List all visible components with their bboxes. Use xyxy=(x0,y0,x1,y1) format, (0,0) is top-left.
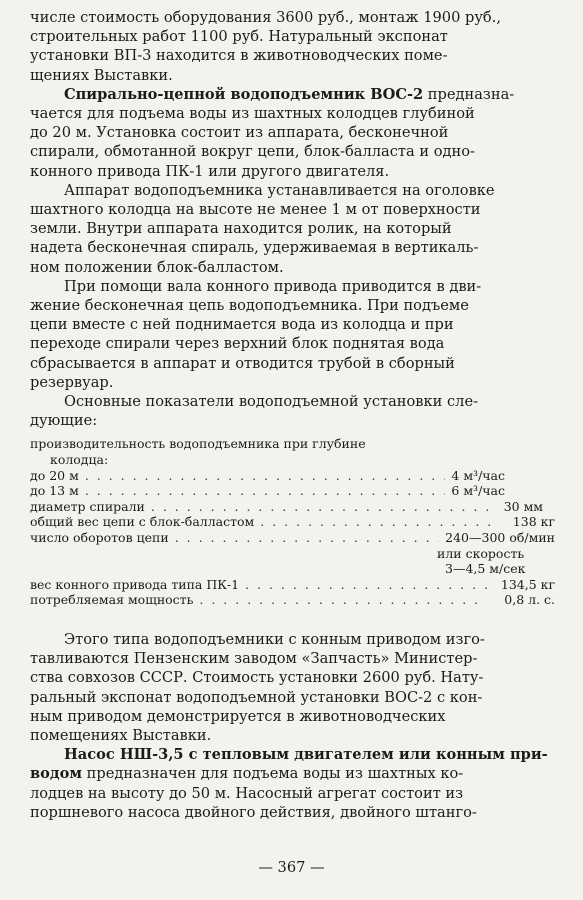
paragraph-1 xyxy=(30,8,555,85)
table-row-continuation xyxy=(30,561,555,577)
text-line: дующие: xyxy=(30,412,98,430)
table-row xyxy=(30,468,555,484)
specs-table xyxy=(30,436,555,608)
text-line: Аппарат водоподъемника устанавливается на оголовке xyxy=(64,181,495,199)
table-row xyxy=(30,577,555,593)
table-row xyxy=(30,514,555,530)
text-line: числе стоимость оборудования 3600 руб., монтаж 1900 руб., xyxy=(30,9,501,26)
text-line: При помощи вала конного привода приводится в дви- xyxy=(64,277,482,295)
text-line: ральный экспонат водоподъемной установки ВОС-2 с кон- xyxy=(30,688,483,706)
text-line: Основные показатели водоподъемной установки сле- xyxy=(64,393,479,411)
leader-dots xyxy=(85,468,446,484)
text-line: ным приводом демонстрируется в животноводческих xyxy=(30,707,446,725)
text-line: ном положении блок-балластом. xyxy=(30,258,284,276)
text-line xyxy=(30,85,555,104)
text-span: предназна- xyxy=(423,85,515,103)
text-line: спирали, обмотанной вокруг цепи, блок-балласта и одно- xyxy=(30,143,475,161)
row-value: 240—300 об/мин xyxy=(445,530,555,546)
table-heading: производительность водоподъемника при глубине xyxy=(30,436,366,452)
page-number: — 367 — xyxy=(258,859,325,876)
text-line: ства совхозов СССР. Стоимость установки 2600 руб. Нату- xyxy=(30,669,484,687)
row-value: 0,8 л. с. xyxy=(504,592,555,608)
text-line: цепи вместе с ней поднимается вода из колодца и при xyxy=(30,316,454,334)
paragraph-6 xyxy=(30,630,555,745)
row-label: диаметр спирали xyxy=(30,498,145,514)
row-value: 3—4,5 м/сек xyxy=(445,561,526,577)
row-label: до 13 м xyxy=(30,483,79,499)
row-value: 134,5 кг xyxy=(500,576,555,592)
text-line xyxy=(30,745,555,764)
row-label: число оборотов цепи xyxy=(30,530,169,546)
paragraph-4 xyxy=(30,277,555,392)
text-line: сбрасывается в аппарат и отводится трубой в сборный xyxy=(30,354,455,372)
bold-term-nsh35: Насос НШ-3,5 с тепловым двигателем или конным при- xyxy=(64,746,548,764)
text-line: щениях Выставки. xyxy=(30,66,173,84)
leader-dots xyxy=(260,514,499,530)
text-line: переходе спирали через верхний блок поднятая вода xyxy=(30,335,445,353)
table-row xyxy=(30,499,555,515)
paragraph-3 xyxy=(30,181,555,277)
text-line: помещениях Выставки. xyxy=(30,727,212,745)
leader-dots xyxy=(85,483,446,499)
row-label: до 20 м xyxy=(30,467,79,483)
text-span: предназначен для подъема воды из шахтных ко- xyxy=(82,765,464,783)
leader-dots xyxy=(199,592,478,608)
table-heading: колодца: xyxy=(50,452,109,468)
row-value: 138 кг xyxy=(512,514,555,530)
text-line: до 20 м. Установка состоит из аппарата, бесконечной xyxy=(30,124,449,142)
text-line: жение бесконечная цепь водоподъемника. При подъеме xyxy=(30,297,469,315)
bold-term-vos2: Спирально-цепной водоподъемник ВОС-2 xyxy=(64,85,424,103)
paragraph-2 xyxy=(30,85,555,181)
text-line: земли. Внутри аппарата находится ролик, на который xyxy=(30,220,452,238)
leader-dots xyxy=(175,530,439,546)
leader-dots xyxy=(151,499,490,515)
paragraph-5 xyxy=(30,392,555,430)
row-value: или скорость xyxy=(437,545,525,561)
text-line xyxy=(30,764,555,783)
paragraph-7 xyxy=(30,745,555,822)
text-line: конного привода ПК-1 или другого двигателя. xyxy=(30,162,390,180)
text-line: шахтного колодца на высоте не менее 1 м от поверхности xyxy=(30,201,481,219)
row-label: общий вес цепи с блок-балластом xyxy=(30,514,255,530)
table-row-continuation xyxy=(30,546,555,562)
text-line: установки ВП-3 находится в животноводческих поме- xyxy=(30,47,448,65)
row-value: 4 м³/час xyxy=(451,467,505,483)
row-label: потребляемая мощность xyxy=(30,592,194,608)
text-line: надета бесконечная спираль, удерживаемая в вертикаль- xyxy=(30,239,479,257)
text-line: поршневого насоса двойного действия, двойного штанго- xyxy=(30,803,477,821)
text-line: резервуар. xyxy=(30,373,114,391)
table-row xyxy=(30,592,555,608)
row-label: вес конного привода типа ПК-1 xyxy=(30,576,240,592)
row-value: 6 м³/час xyxy=(451,483,505,499)
text-line: строительных работ 1100 руб. Натуральный экспонат xyxy=(30,28,448,46)
leader-dots xyxy=(245,577,487,593)
table-row xyxy=(30,530,555,546)
table-row xyxy=(30,483,555,499)
text-line: лодцев на высоту до 50 м. Насосный агрегат состоит из xyxy=(30,784,464,802)
row-value: 30 мм xyxy=(503,498,544,514)
bold-term-nsh35-cont: водом xyxy=(30,765,83,783)
text-line: Этого типа водоподъемники с конным приводом изго- xyxy=(64,631,485,648)
text-line: чается для подъема воды из шахтных колодцев глубиной xyxy=(30,105,475,123)
text-line: тавливаются Пензенским заводом «Запчасть» Министер- xyxy=(30,650,478,668)
